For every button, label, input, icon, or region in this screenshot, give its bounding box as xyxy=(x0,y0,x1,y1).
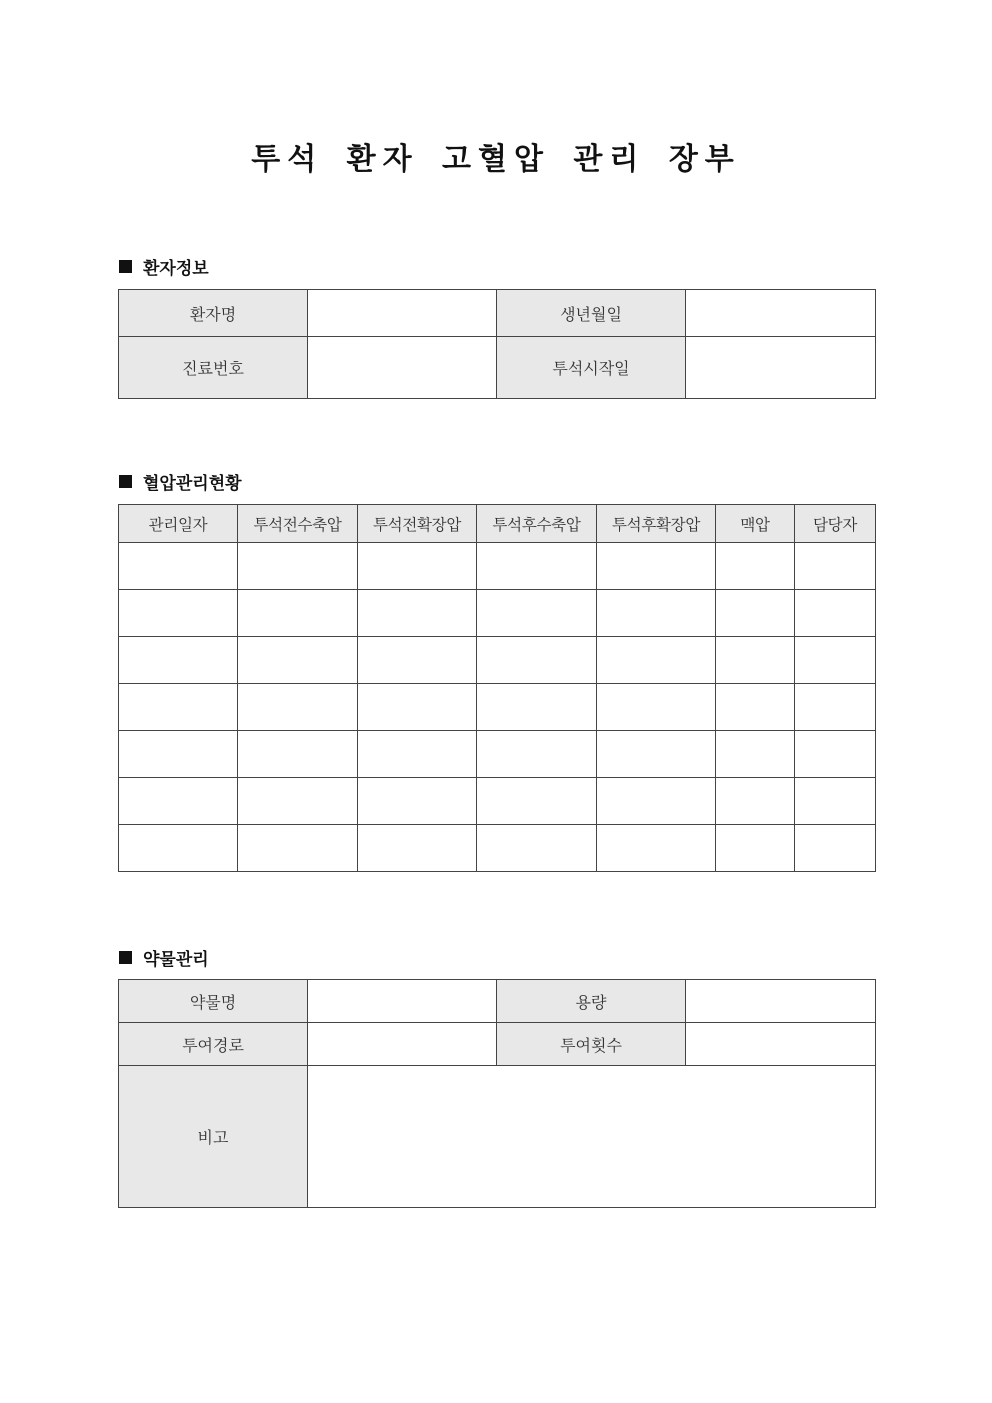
post-systolic-cell[interactable] xyxy=(477,731,597,778)
patient-info-table xyxy=(118,289,876,399)
staff-cell[interactable] xyxy=(795,825,876,872)
table-row xyxy=(119,731,876,778)
frequency-label: 투여횟수 xyxy=(497,1023,686,1066)
column-header-pre-diastolic: 투석전확장압 xyxy=(358,505,477,543)
pre-diastolic-cell[interactable] xyxy=(358,731,477,778)
pre-systolic-cell[interactable] xyxy=(238,731,358,778)
date-cell[interactable] xyxy=(119,684,238,731)
staff-cell[interactable] xyxy=(795,778,876,825)
post-systolic-cell[interactable] xyxy=(477,590,597,637)
table-row xyxy=(119,590,876,637)
staff-cell[interactable] xyxy=(795,590,876,637)
pulse-pressure-cell[interactable] xyxy=(716,590,795,637)
column-header-staff: 담당자 xyxy=(795,505,876,543)
birth-date-field[interactable] xyxy=(686,290,876,337)
birth-date-label: 생년월일 xyxy=(497,290,686,337)
pre-systolic-cell[interactable] xyxy=(238,543,358,590)
date-cell[interactable] xyxy=(119,543,238,590)
square-bullet-icon xyxy=(119,475,132,488)
pre-systolic-cell[interactable] xyxy=(238,684,358,731)
section-heading-bp-status xyxy=(119,469,242,494)
drug-name-label: 약물명 xyxy=(119,980,308,1023)
drug-name-field[interactable] xyxy=(308,980,497,1023)
column-header-post-systolic: 투석후수축압 xyxy=(477,505,597,543)
pulse-pressure-cell[interactable] xyxy=(716,637,795,684)
pre-diastolic-cell[interactable] xyxy=(358,825,477,872)
pulse-pressure-cell[interactable] xyxy=(716,543,795,590)
pre-systolic-cell[interactable] xyxy=(238,825,358,872)
patient-name-label: 환자명 xyxy=(119,290,308,337)
table-row xyxy=(119,637,876,684)
bp-management-table xyxy=(118,504,876,872)
pre-systolic-cell[interactable] xyxy=(238,637,358,684)
post-systolic-cell[interactable] xyxy=(477,637,597,684)
post-diastolic-cell[interactable] xyxy=(597,731,716,778)
section-heading-label: 약물관리 xyxy=(143,950,209,970)
pre-diastolic-cell[interactable] xyxy=(358,684,477,731)
date-cell[interactable] xyxy=(119,731,238,778)
chart-number-label: 진료번호 xyxy=(119,337,308,399)
pre-diastolic-cell[interactable] xyxy=(358,543,477,590)
square-bullet-icon xyxy=(119,260,132,273)
pulse-pressure-cell[interactable] xyxy=(716,684,795,731)
post-diastolic-cell[interactable] xyxy=(597,825,716,872)
dialysis-start-date-label: 투석시작일 xyxy=(497,337,686,399)
section-heading-label: 환자정보 xyxy=(143,259,209,279)
staff-cell[interactable] xyxy=(795,637,876,684)
pre-diastolic-cell[interactable] xyxy=(358,590,477,637)
post-systolic-cell[interactable] xyxy=(477,543,597,590)
patient-name-field[interactable] xyxy=(308,290,497,337)
pre-systolic-cell[interactable] xyxy=(238,778,358,825)
column-header-pre-systolic: 투석전수축압 xyxy=(238,505,358,543)
dialysis-start-date-field[interactable] xyxy=(686,337,876,399)
date-cell[interactable] xyxy=(119,590,238,637)
bp-table-body xyxy=(119,543,876,872)
column-header-date: 관리일자 xyxy=(119,505,238,543)
chart-number-field[interactable] xyxy=(308,337,497,399)
square-bullet-icon xyxy=(119,951,132,964)
date-cell[interactable] xyxy=(119,778,238,825)
table-row xyxy=(119,825,876,872)
post-diastolic-cell[interactable] xyxy=(597,684,716,731)
post-systolic-cell[interactable] xyxy=(477,684,597,731)
pre-diastolic-cell[interactable] xyxy=(358,637,477,684)
pulse-pressure-cell[interactable] xyxy=(716,778,795,825)
dose-label: 용량 xyxy=(497,980,686,1023)
frequency-field[interactable] xyxy=(686,1023,876,1066)
note-label: 비고 xyxy=(119,1066,308,1208)
post-systolic-cell[interactable] xyxy=(477,778,597,825)
section-heading-medication xyxy=(119,945,209,970)
pre-systolic-cell[interactable] xyxy=(238,590,358,637)
post-systolic-cell[interactable] xyxy=(477,825,597,872)
pulse-pressure-cell[interactable] xyxy=(716,731,795,778)
column-header-post-diastolic: 투석후확장압 xyxy=(597,505,716,543)
post-diastolic-cell[interactable] xyxy=(597,590,716,637)
section-heading-label: 혈압관리현황 xyxy=(143,474,242,494)
pre-diastolic-cell[interactable] xyxy=(358,778,477,825)
route-label: 투여경로 xyxy=(119,1023,308,1066)
table-row xyxy=(119,684,876,731)
staff-cell[interactable] xyxy=(795,543,876,590)
post-diastolic-cell[interactable] xyxy=(597,637,716,684)
note-field[interactable] xyxy=(308,1066,876,1208)
table-row xyxy=(119,778,876,825)
date-cell[interactable] xyxy=(119,637,238,684)
column-header-pulse-pressure: 맥압 xyxy=(716,505,795,543)
date-cell[interactable] xyxy=(119,825,238,872)
table-row xyxy=(119,543,876,590)
medication-table xyxy=(118,979,876,1208)
post-diastolic-cell[interactable] xyxy=(597,778,716,825)
dose-field[interactable] xyxy=(686,980,876,1023)
route-field[interactable] xyxy=(308,1023,497,1066)
staff-cell[interactable] xyxy=(795,684,876,731)
post-diastolic-cell[interactable] xyxy=(597,543,716,590)
section-heading-patient-info xyxy=(119,254,209,279)
pulse-pressure-cell[interactable] xyxy=(716,825,795,872)
staff-cell[interactable] xyxy=(795,731,876,778)
page-title: 투석 환자 고혈압 관리 장부 xyxy=(251,142,741,177)
